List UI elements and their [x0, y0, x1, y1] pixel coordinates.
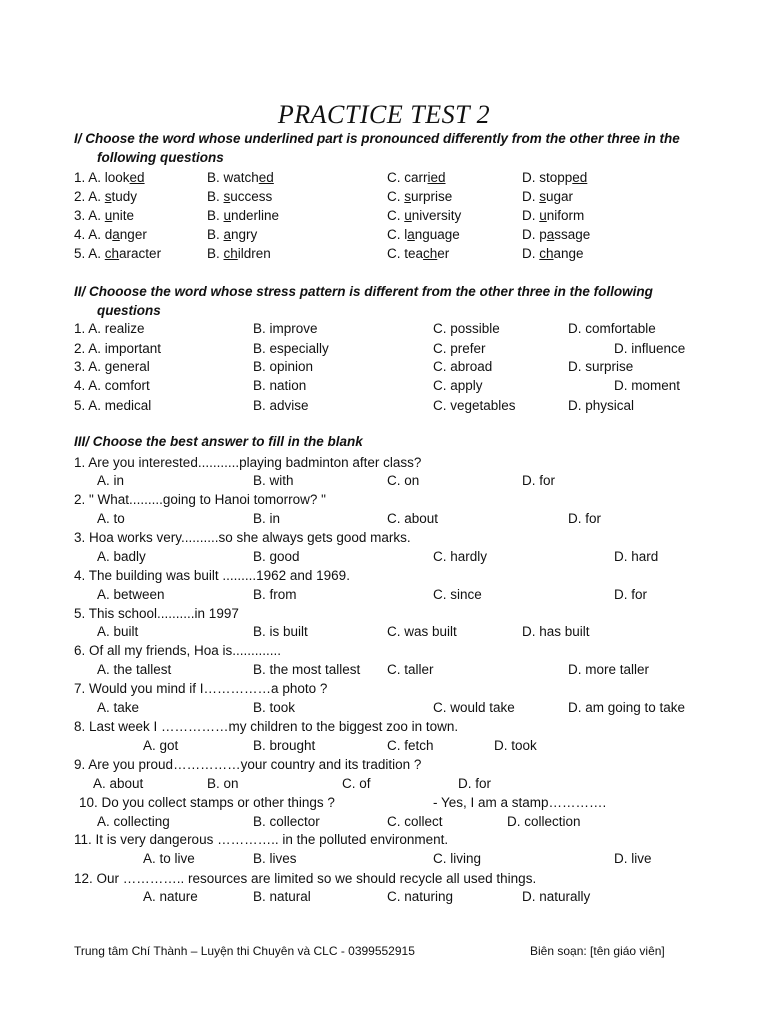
- s3-question-7-options: A. take B. took C. would take D. am going to take: [97, 700, 686, 715]
- s3-question-8-stem: 8. Last week I ……………my children to the biggest zoo in town.: [74, 719, 459, 734]
- s3-question-6-options: A. the tallest B. the most tallest C. taller D. more taller: [97, 662, 650, 677]
- s3-question-8-options: A. got B. brought C. fetch D. took: [143, 738, 537, 753]
- s3-question-4-options: A. between B. from C. since D. for: [97, 587, 648, 602]
- page-title: PRACTICE TEST 2: [277, 100, 491, 129]
- s2-question-1: 1. A. realize B. improve C. possible D. comfortable: [74, 321, 656, 336]
- s3-question-2-stem: 2. " What.........going to Hanoi tomorrow? ": [74, 492, 326, 507]
- s1-question-2: 2. A. study B. success C. surprise D. sugar: [74, 189, 574, 204]
- s2-question-5: 5. A. medical B. advise C. vegetables D. physical: [74, 398, 635, 413]
- s3-question-4-stem: 4. The building was built .........1962 and 1969.: [74, 568, 350, 583]
- s3-question-12-stem: 12. Our ………….. resources are limited so we should recycle all used things.: [74, 871, 537, 886]
- s3-question-5-stem: 5. This school..........in 1997: [74, 606, 239, 621]
- s2-question-3: 3. A. general B. opinion C. abroad D. surprise: [74, 359, 634, 374]
- s1-question-4: 4. A. danger B. angry C. language D. passage: [74, 227, 591, 242]
- s3-question-1-options: A. in B. with C. on D. for: [97, 473, 556, 488]
- s3-question-12-options: A. nature B. natural C. naturing D. naturally: [143, 889, 591, 904]
- section-2-heading: II/ Chooose the word whose stress pattern is different from the other three in the following questions: [74, 284, 653, 318]
- s3-question-5-options: A. built B. is built C. was built D. has built: [97, 624, 590, 639]
- section-1-heading: I/ Choose the word whose underlined part is pronounced differently from the other three in the following questions: [74, 131, 680, 165]
- s3-question-9-options: A. about B. on C. of D. for: [93, 776, 492, 791]
- s3-question-3-options: A. badly B. good C. hardly D. hard: [97, 549, 659, 564]
- s3-question-7-stem: 7. Would you mind if I……………a photo ?: [74, 681, 328, 696]
- s2-question-4: 4. A. comfort B. nation C. apply D. moment: [74, 378, 681, 393]
- s2-question-2: 2. A. important B. especially C. prefer D. influence: [74, 341, 686, 356]
- s3-question-1-stem: 1. Are you interested...........playing badminton after class?: [74, 455, 422, 470]
- s3-question-10-stem: 10. Do you collect stamps or other things ? - Yes, I am a stamp………….: [79, 795, 607, 810]
- s1-question-1: 1. A. looked B. watched C. carried D. stopped: [74, 170, 588, 185]
- s3-question-9-stem: 9. Are you proud……………your country and its tradition ?: [74, 757, 422, 772]
- s3-question-6-stem: 6. Of all my friends, Hoa is.............: [74, 643, 282, 658]
- s3-question-11-options: A. to live B. lives C. living D. live: [143, 851, 652, 866]
- s3-question-10-options: A. collecting B. collector C. collect D. collection: [97, 814, 581, 829]
- s3-question-11-stem: 11. It is very dangerous ………….. in the polluted environment.: [74, 832, 449, 847]
- s1-question-3: 3. A. unite B. underline C. university D. uniform: [74, 208, 585, 223]
- section-3-heading: III/ Choose the best answer to fill in the blank: [74, 434, 363, 449]
- footer-editor: Biên soạn: [tên giáo viên]: [530, 944, 665, 958]
- footer-center-info: Trung tâm Chí Thành – Luyện thi Chuyên và CLC - 0399552915: [74, 944, 415, 958]
- s3-question-2-options: A. to B. in C. about D. for: [97, 511, 602, 526]
- s3-question-3-stem: 3. Hoa works very..........so she always gets good marks.: [74, 530, 411, 545]
- s1-question-5: 5. A. character B. children C. teacher D. change: [74, 246, 584, 261]
